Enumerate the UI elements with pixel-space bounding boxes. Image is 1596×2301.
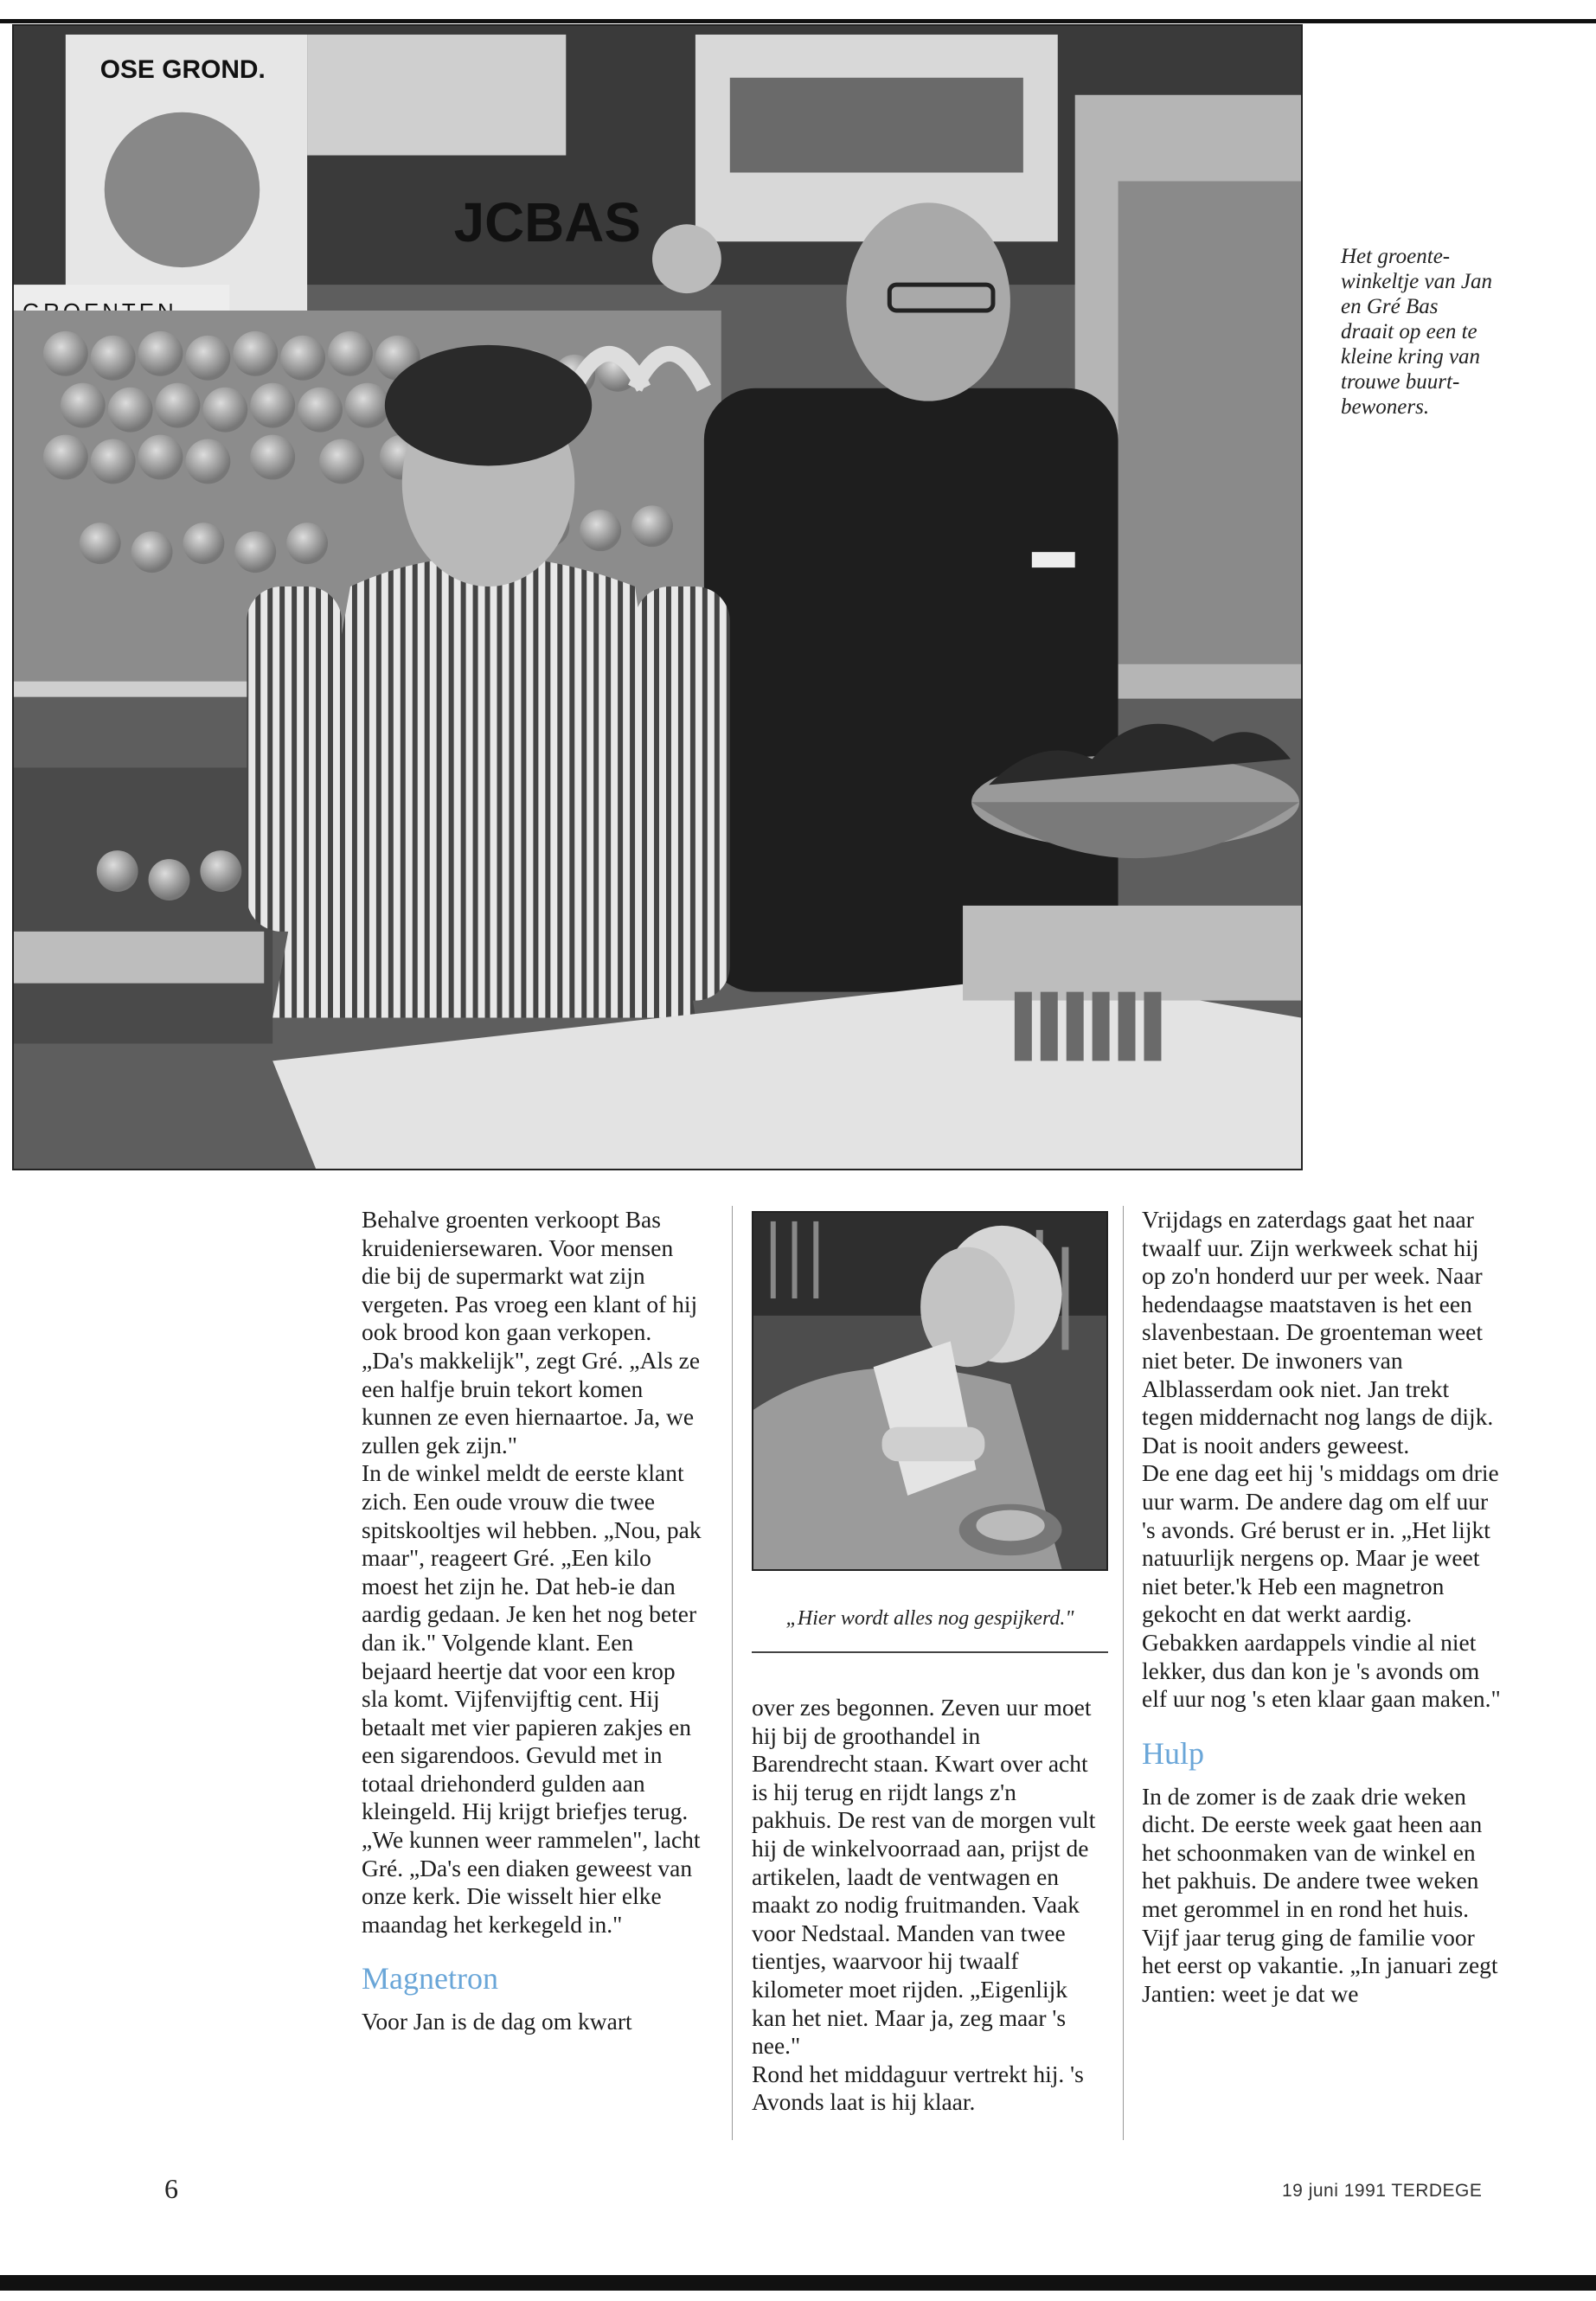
small-photo-illustration [753, 1213, 1106, 1569]
sign-jcbas: JCBAS [453, 191, 641, 254]
caption-rule [752, 1651, 1108, 1653]
column2-paragraph-2: Rond het middaguur vertrekt hij. 's Avonds laat is hij klaar. [752, 2060, 1084, 2116]
top-border-rule [0, 19, 1596, 23]
small-photo-caption: „Hier wordt alles nog gespijkerd." [785, 1607, 1074, 1630]
column1-paragraph-1: Behalve groenten verkoopt Bas kruideniersewaren. Voor mensen die bij de supermarkt wat zijn vergeten. Pas vroeg een klant of hij ook brood kon gaan verkopen. „Da's makkelijk", zegt Gré. „Als ze een halfje bruin tekort komen kunnen ze even hiernaartoe. Ja, we zullen gek zijn." [362, 1206, 701, 1458]
bottom-border-rule [0, 2275, 1596, 2291]
footer-issue-date: 19 juni 1991 TERDEGE [1282, 2181, 1483, 2201]
column3-paragraph-3: In de zomer is de zaak drie weken dicht. De eerste week gaat heen aan het schoonmaken van de winkel en het pakhuis. De andere twee weken met gerommel in en rond het huis. Vijf jaar terug ging de familie voor het eerst op vakantie. „In januari zegt Jantien: weet je dat we [1142, 1782, 1498, 2007]
main-photo-illustration [14, 26, 1301, 1169]
article-column-3 [1142, 1206, 1505, 2008]
column2-paragraph-1: over zes begonnen. Zeven uur moet hij bij de groothandel in Barendrecht staan. Kwart over acht is hij terug en rijdt langs z'n pakhuis. De rest van de morgen vult hij de winkelvoorraad aan, prijst de artikelen, laadt de ventwagen en maakt zo nodig fruitmanden. Vaak voor Nedstaal. Manden van twee tientjes, waarvoor hij twaalf kilometer moet rijden. „Eigenlijk kan het niet. Maar ja, zeg maar 's nee." [752, 1694, 1096, 2060]
column3-paragraph-1: Vrijdags en zaterdags gaat het naar twaalf uur. Zijn werkweek schat hij op zo'n honderd uur per week. Naar hedendaagse maatstaven is het een slavenbestaan. De groenteman weet niet beter. De inwoners van Alblasserdam ook niet. Jan trekt tegen middernacht nog langs de dijk. Dat is nooit anders geweest. [1142, 1206, 1494, 1458]
photo-caption-side: Het groente-winkeltje van Jan en Gré Bas draait op een te kleine kring van trouwe buurt-bewoners. [1341, 245, 1492, 419]
subhead-magnetron: Magnetron [362, 1961, 498, 1997]
article-column-1 [362, 1206, 708, 2036]
small-photo-shoemaker [752, 1211, 1108, 1571]
column-divider-2 [1123, 1206, 1124, 2140]
column-divider-1 [732, 1206, 733, 2140]
main-photo-greengrocer [12, 24, 1303, 1170]
article-column-2 [752, 1694, 1098, 2117]
sign-grond: OSE GROND. [99, 54, 266, 84]
subhead-hulp: Hulp [1142, 1735, 1204, 1771]
column1-paragraph-2: In de winkel meldt de eerste klant zich. Een oude vrouw die twee spitskooltjes wil hebben. „Nou, pak maar", reageert Gré. „Een kilo moest het zijn he. Dat heb-ie dan aardig gedaan. Je ken het nog beter dan ik." Volgende klant. Een bejaard heertje dat voor een krop sla komt. Vijfenvijftig cent. Hij betaalt met vier papieren zakjes en een sigarendoos. Gevuld met in totaal driehonderd gulden aan kleingeld. Hij krijgt briefjes terug. „We kunnen weer rammelen", lacht Gré. „Da's een diaken geweest van onze kerk. Die wisselt hier elke maandag het kerkegeld in." [362, 1459, 702, 1938]
column1-paragraph-3: Voor Jan is de dag om kwart [362, 2008, 632, 2035]
column3-paragraph-2: De ene dag eet hij 's middags om drie uur warm. De andere dag om elf uur 's avonds. Gré berust er in. „Het lijkt natuurlijk nergens op. Maar je weet niet beter.'k Heb een magnetron gekocht en dat werkt aardig. Gebakken aardappels vindie al niet lekker, dus dan kon je 's avonds om elf uur nog 's eten klaar gaan maken." [1142, 1459, 1501, 1713]
page-number: 6 [164, 2173, 178, 2204]
